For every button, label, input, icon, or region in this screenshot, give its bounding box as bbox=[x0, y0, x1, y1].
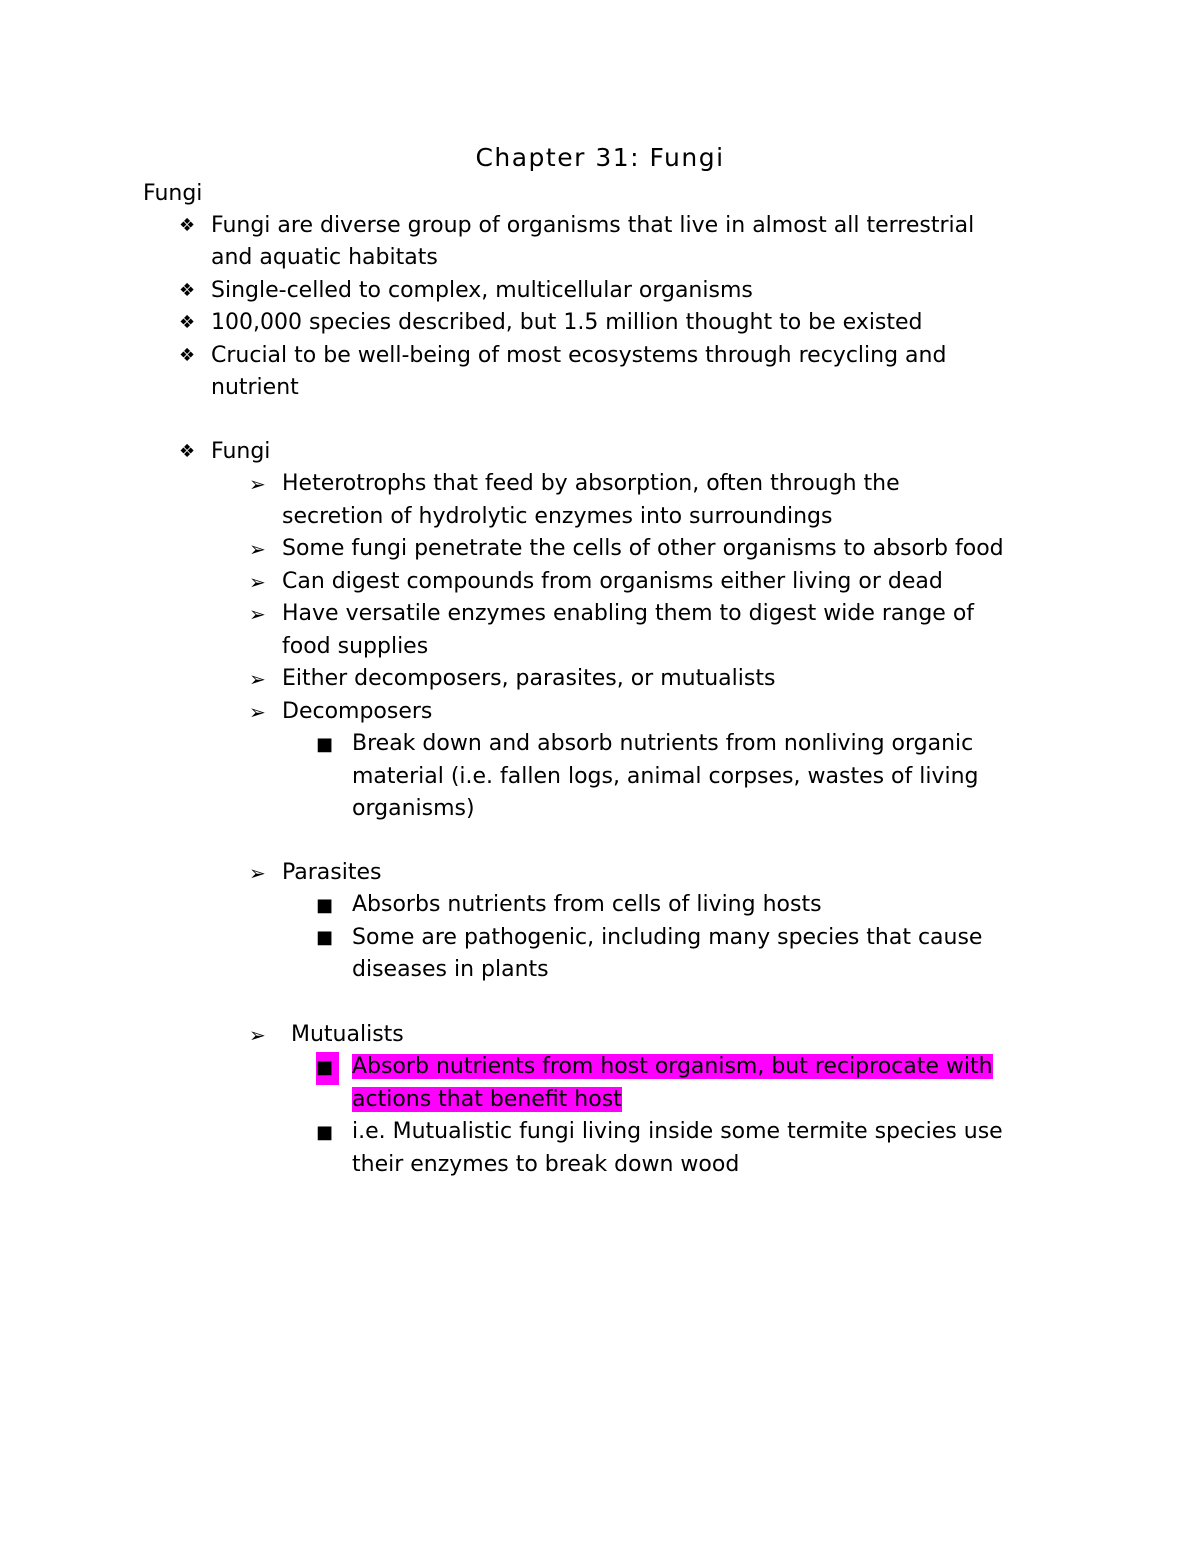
bullet-l2-7: Parasites bbox=[282, 860, 382, 885]
bullet-l1-4-line2: nutrient bbox=[211, 375, 299, 400]
bullet-l3-1-line2: material (i.e. fallen logs, animal corpses, wastes of living bbox=[352, 764, 979, 789]
section-heading: Fungi bbox=[143, 181, 203, 206]
bullet-l1-4-line1: Crucial to be well-being of most ecosystems through recycling and bbox=[211, 343, 947, 368]
arrow-bullet-icon: ➢ bbox=[249, 570, 266, 594]
arrow-bullet-icon: ➢ bbox=[249, 861, 266, 885]
bullet-l3-5-line2: their enzymes to break down wood bbox=[352, 1152, 740, 1177]
square-bullet-icon: ■ bbox=[316, 927, 334, 948]
diamond-bullet-icon: ❖ bbox=[179, 345, 196, 366]
bullet-l1-5: Fungi bbox=[211, 439, 271, 464]
diamond-bullet-icon: ❖ bbox=[179, 215, 196, 236]
diamond-bullet-icon: ❖ bbox=[179, 441, 196, 462]
bullet-l3-4-line2 bbox=[352, 1084, 622, 1117]
bullet-l3-4-line1 bbox=[352, 1051, 993, 1084]
arrow-bullet-icon: ➢ bbox=[249, 667, 266, 691]
bullet-l3-3-line2: diseases in plants bbox=[352, 957, 549, 982]
square-bullet-icon: ■ bbox=[316, 734, 334, 755]
bullet-l2-2: Some fungi penetrate the cells of other organisms to absorb food bbox=[282, 536, 1004, 561]
bullet-l1-2: Single-celled to complex, multicellular organisms bbox=[211, 278, 753, 303]
bullet-l2-4-line2: food supplies bbox=[282, 634, 429, 659]
bullet-l1-1-line2: and aquatic habitats bbox=[211, 245, 438, 270]
diamond-bullet-icon: ❖ bbox=[179, 312, 196, 333]
bullet-l3-1-line1: Break down and absorb nutrients from nonliving organic bbox=[352, 731, 974, 756]
bullet-l1-1-line1: Fungi are diverse group of organisms that live in almost all terrestrial bbox=[211, 213, 975, 238]
bullet-l3-3-line1: Some are pathogenic, including many species that cause bbox=[352, 925, 983, 950]
bullet-l2-5: Either decomposers, parasites, or mutualists bbox=[282, 666, 776, 691]
diamond-bullet-icon: ❖ bbox=[179, 280, 196, 301]
arrow-bullet-icon: ➢ bbox=[249, 1023, 266, 1047]
highlighted-text: Absorb nutrients from host organism, but reciprocate with bbox=[352, 1054, 993, 1079]
arrow-bullet-icon: ➢ bbox=[249, 700, 266, 724]
bullet-l3-1-line3: organisms) bbox=[352, 796, 475, 821]
square-bullet-icon: ■ bbox=[316, 1122, 334, 1143]
bullet-l2-8: Mutualists bbox=[291, 1022, 404, 1047]
arrow-bullet-icon: ➢ bbox=[249, 472, 266, 496]
bullet-l3-5-line1: i.e. Mutualistic fungi living inside some termite species use bbox=[352, 1119, 1003, 1144]
bullet-l2-6: Decomposers bbox=[282, 699, 433, 724]
square-bullet-icon: ■ bbox=[316, 895, 334, 916]
arrow-bullet-icon: ➢ bbox=[249, 602, 266, 626]
bullet-l3-2: Absorbs nutrients from cells of living hosts bbox=[352, 892, 822, 917]
bullet-l2-1-line1: Heterotrophs that feed by absorption, often through the bbox=[282, 471, 900, 496]
highlighted-text: actions that benefit host bbox=[352, 1087, 622, 1112]
arrow-bullet-icon: ➢ bbox=[249, 537, 266, 561]
square-bullet-icon: ■ bbox=[316, 1052, 339, 1085]
bullet-l2-3: Can digest compounds from organisms either living or dead bbox=[282, 569, 943, 594]
bullet-l2-1-line2: secretion of hydrolytic enzymes into surroundings bbox=[282, 504, 833, 529]
page-title: Chapter 31: Fungi bbox=[475, 143, 725, 172]
bullet-l2-4-line1: Have versatile enzymes enabling them to digest wide range of bbox=[282, 601, 975, 626]
bullet-l1-3: 100,000 species described, but 1.5 million thought to be existed bbox=[211, 310, 923, 335]
